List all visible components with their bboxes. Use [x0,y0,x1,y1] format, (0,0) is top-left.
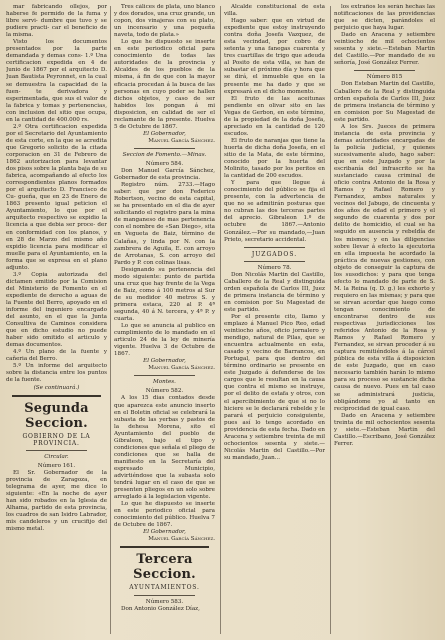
paragraph: 4.º Un plano de la fuente y cañeria del Berro. [6,349,107,363]
signature-name: Manuel García Sánchez. [148,137,215,144]
notice-number: Número 583. [145,598,184,605]
section-title: Segunda Seccion. [24,400,89,431]
paragraph: Hago saber: que en virtud de expediente que estoy instruyendo contra doña Josefa Vazquez, de esta vecindad, por cobro de setenta y una fanegas cuarenta y tres cuartillas de trigo que adeuda al Posito de esta villa, se han de subastar el próximo día y hora que se dirá, el inmueble que en la presente me ha dado y que se expresará en el dicho momento. [224,18,325,95]
paragraph: Don Esteban Martin del Castillo, Caballero de la Real y distinguida orden española de Carlos III, Juez de primera instancia de término y en comision por Su Magestad de este partido. [334,81,435,123]
column-1 [6,4,107,636]
column-divider [220,6,221,634]
divider [244,247,305,248]
paragraph: A los 15 dias contados desde que aparezca este anuncio inserto en el Boletin oficial se celebrará la subasta de las yerbas y pastos de la dehesa Morena, sito el Ayuntamiento del pueblo de Gibraleon, bajo el tipo y condiciones que señala el pliego de condiciones que se halla de manifiesto en la Secretaría del espresado Municipio, advirtiéndose que la subasta solo tendrá lugar en el caso de que se presenten pliegos en un solo sobre arreglado á la legislacion vigente. [114,395,215,501]
heading: Montes. [153,379,176,386]
heading: Circular. [44,453,69,460]
notice-number: Número 161. [37,462,76,469]
signature-name: Manuel García Sánchez. [148,365,215,372]
paragraph: Y para que llegue á conocimiento del público se fija el presente, con la advertencia de que no se admitirán posturas que no cubran las dos terceras partes del aprecio. Gibraleon 1.º de octubre de 1867.—Antonio González.—Por su mandado,—Juan Prieto, secretario accidental. [224,180,325,243]
paragraph: Don Nicolás Martin del Castillo, Caballero de la Real y distinguida orden española de Carlos III, Juez de primera instancia de término y en comision por Su Magestad de este partido. [224,271,325,313]
paragraph: Dado en Aracena y setiembre veintiocho de mil ochocientos sesenta y siete.—Esteban Martin del Castillo.—Por mandado de su señoría, José González Ferrer. [334,32,435,67]
continuation-note: (Se continuará.) [33,384,80,391]
column-4 [334,4,435,636]
column-2 [114,4,215,636]
column-divider [330,6,331,634]
paragraph: A los Srs. Jueces de primera instancia de esta provincia y demas autoridades encargadas de la policía judicial, y quienes sucesivamente aludo, hago saber: que en este Juzgado y por la escribanía del infrascrito se ha sustanciado causa criminal de oficio contra Antonio de la Rosa y Ramos y Rafael Romero y Fernandez, ambos naturales y vecinos del Jabugo, de cincuenta y dos años de edad el primero y el segundo de cuarenta y dos por delito de homicidio, el cual se ha seguido en ausencia y rebeldía de los mismos; y en las diligencias sobre llevar á efecto la ejecutoria en ella impuesta he acordado la práctica de nuevas gestiones, con objeto de conseguir la captura de los susodichos: y para que tenga efecto lo mandado de parte de S. M. la Reina (q. D. g.) les exhorto y requiero en las mismas; y para que se sirvan acordar que luego como tengan conocimiento de encontrarse dentro de sus respectivas jurisdicciones los referidos Antonio de la Rosa y Ramos y Rafael Romero y Fernandez, se sirvan proceder á su captura remitiéndolos á la cárcel pública de esta villa á disposicion de este Juzgado, que en caso necesario también harán lo mismo para su proceso se sustancie dicha causa de nuevo. Pues en tal caso se administrará justicia, obligándome yo al tanto en reciprocidad de igual caso. [334,123,435,412]
signature-title: El Gobernador, [143,130,186,137]
paragraph: Dado en Aracena y setiembre treinta de mil ochocientos sesenta y siete.—Esteban Martin del Castillo.—Escribano, José González Ferrer. [334,412,435,447]
section-title: Tercera Seccion. [133,552,196,583]
section-divider [12,395,101,397]
section-divider [120,546,209,548]
divider [26,450,87,451]
paragraph: Por el presente cito, llamo y emplazo á Manuel Pico Reo, edad veintiocho años, oficio jornalero y mendigo, natural de Pilas, que se encuentra actualmente en esta, casado y vecino de Barrancos, en Portugal, para que dentro del término ordinario se presente en este Juzgado á defenderse de los cargos que le resultan en la causa que contra el mismo se instruye, por el delito de estafa y otros, con el apercibimiento de que si no lo hiciere se le declarará rebelde y le parará el perjuicio consiguiente, pues así lo tengo acordado en providencia de esta fecha. Dado en Aracena y setiembre treinta de mil ochocientos sesenta y siete.—Nicolás Martin del Castillo.—Por su mandado, Juan... [224,313,325,461]
paragraph: mar fabricando ollejos, por haberse fe permido de la fuma y libre servi- dumbre que tuvo y se pudiere practi- car el beneficio de la misma. [6,4,107,39]
column-divider [110,6,111,634]
paragraph: 5.º Un informe del arquitecto sobre la distancia entre los puntos de la fuente. [6,363,107,384]
paragraph: Visto los documentos presentados por la parte demandada y demas cons- 1.º Una certificacion expedida en 4 de Junio de 1867 por el arquitecto D. Juan Bautista Peyronnet, en la cual se demuestra la capacidad de la fuen- te derivadora y esperimentada, que sus el valor de la fabrica y tomas y pertenencias, con inclusion del sitio que ocupa, en la cantidad de 400.000 rs. [6,39,107,123]
paragraph: El fruto de las aceitunas pendiente en olivar sito en las Vegas de Gerbon, en este término, de la propiedad de la doña Josefa, apreciado en la cantidad de 120 escudos. [224,95,325,137]
heading: Seccion de Fomento.—Minas. [122,151,207,158]
paragraph: El Sr. Gobernador de la provincia de Zaragoza, en telegrama de ayer, me dice lo siguiente: «En la noche de ayer han sido robados en la Iglesia de Alhama, partido de esta provincia, los cuadros de san Isidro Labrador, mis candeleros y un crucifijo del mismo metal. [6,469,107,533]
divider [134,595,195,596]
paragraph: Alcalde constitucional de esta villa. [224,4,325,18]
paragraph: 2.º Otra certificacion expedida por el Secretario del Ayuntamiento de esta corte, en la que se acredita que Gregorio solicito de la citada corporacion en 31 de Febrero de 1862 autorizacion para levantar dos pisos sobre la planta baja de su fabrica, acompañando al efecto los correspondientes planos formados por el arquitecto D. Francisco de Cu- gueña, que en 23 de Enero de 1863 presento igual peticion el Ayuntamiento, lo que por el arquitecto respectivo se expidio la licencia a que debia ser proce- der en conformidad con los planos, y en 28 de Marzo del mismo año expidio licencia para modificar el muelle para el Ayuntamiento, en la forma que se expresa en el plano adjunto. [6,123,107,271]
notice-number: Número 815 [366,74,403,81]
paragraph: Designando su pertenencia del modo siguiente: punto de partida una cruz que hay frente de la Vega de Baiz, como á 100 metros al Sur de su medidor 40 metros S. y primera estaca, 220 al P. 4ª segunda, 40 á N. tercera, y 4ª P. y cuarta. [114,266,215,323]
divider [244,261,305,262]
column-3 [224,4,325,636]
paragraph: los extraños les serán hechas las notificaciones de las providencias que se dicten, parándoles el perjuicio que haya lugar. [334,4,435,32]
signature-title: El Gobernador, [143,358,186,365]
signature-name: Manuel García Sánchez. [148,536,215,543]
paragraph: Lo que he dispuesto se inserte en este periodico oficial para conocimiento del público. Huelva 7 de Octubre de 1867. [114,501,215,529]
paragraph: Lo que he dispuesto se inserte en este periodico oficial para conocimiento de todas las autoridades de la provincia y Alcaldes de los pueblos de la misma, á fin de que con la mayor eficacia procedan á la busca de las personas en cuyo poder se hallen dichos objetos, y caso de ser habidos los pongan á mi disposicion, en calidad de ser el reclamante de la presente. Huelva 5 de Octubre de 1867. [114,39,215,130]
section-subtitle: GOBIERNO DE LA PROVINCIA. [22,432,91,447]
paragraph: El fruto de naranjas que tiene la huerta de dicha doña Josefa, en el sitio de la Mata, de este término, conocido por la huerta del Molinito, tasado por los peritos en la cantidad de 200 escudos. [224,137,325,180]
section-subtitle: AYUNTAMIENTOS. [129,584,200,592]
notice-number: Número 582. [145,388,184,395]
divider [134,148,195,149]
paragraph: Don Manuel García Sánchez, Gobernador de esta provincia. [114,168,215,182]
paragraph: Tres cálices de plata, uno blanco y dos dorados, una cruz grande, un copon, dos vinajeras con su plato, un incensario y una pequeña naveta, todo de plata.» [114,4,215,39]
notice-number: Número 78. [257,264,292,271]
notice-number: Número 584. [145,160,184,167]
heading: JUZGADOS. [251,250,298,258]
divider [134,375,195,376]
paragraph: Registro núm. 2733.—Hago saber: que por don Federico Robertson, vecino de esta capital, se ha presentado en el dia de ayer solicitando el registro para la mina de manganeso de mas pertenencia con el nombre de «San Diego», sita en Vegueta de Baiz, término de Calañas, y linda por N. con la zambrera de Aguila, E. con arroyo de Arrotanas, S. con arroyo del Pardo y P. con colinas lisas. [114,182,215,266]
signature-title: El Gobernador, [143,529,186,536]
divider [354,70,415,71]
paragraph: Don Antonio González Díaz, [121,605,200,612]
paragraph: Lo que se anuncia al publico en cumplimiento de lo mandado en el articulo 24 de la ley de minería vigente. Huelva 3 de Octubre de 1867. [114,323,215,358]
paragraph: 3.º Copia autorizada del dictamen emitido por la Comision del Ministerio de Fomento en el expediente de derecho a aguas de la Fuente del Berro, apoyado en el informe del ingeniero encargado del asunto, en el que la Junta Consultiva de Caminos considera que en dicho estudio no puede haber sido omitido el articulo y demas documentos. [6,271,107,349]
